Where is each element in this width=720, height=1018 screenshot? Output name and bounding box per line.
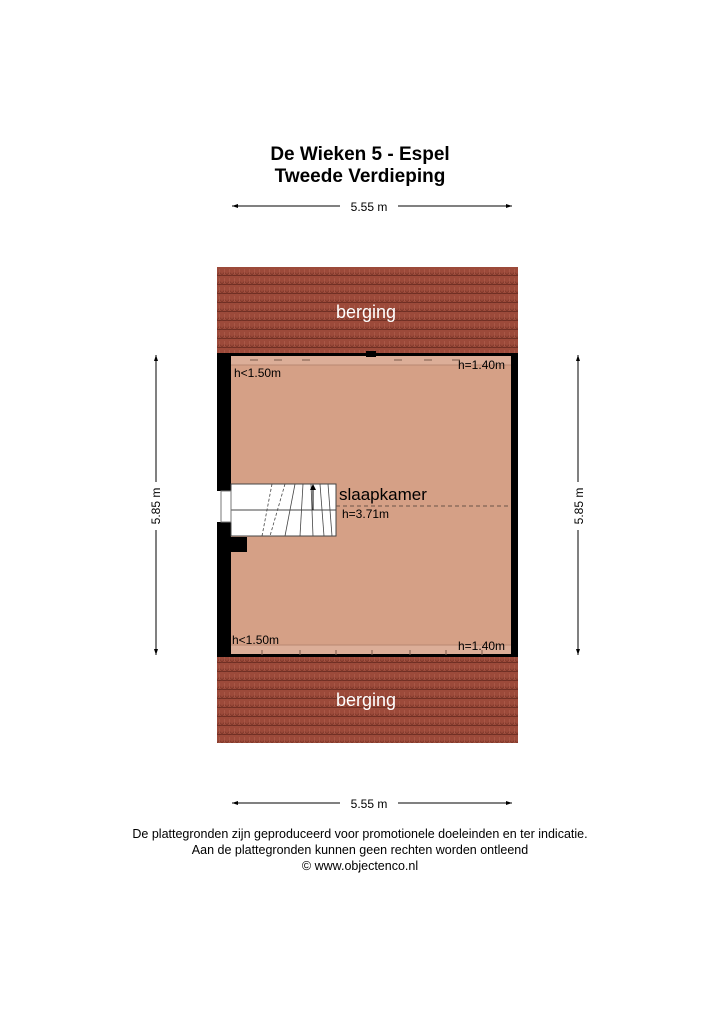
dimension-bottom-label: 5.55 m: [350, 797, 388, 811]
room-label-berging-bottom: berging: [335, 690, 397, 710]
height-label-bottom-left: h<1.50m: [232, 633, 280, 647]
disclaimer-line-1: De plattegronden zijn geproduceerd voor promotionele doeleinden en ter indicatie.: [132, 827, 588, 841]
chimney: [231, 537, 247, 552]
disclaimer-line-2: Aan de plattegronden kunnen geen rechten worden ontleend: [191, 843, 529, 857]
plan-title: De Wieken 5 - Espel: [270, 144, 450, 165]
dimension-right-label: 5.85 m: [572, 487, 586, 525]
height-label-top-left: h<1.50m: [234, 366, 282, 380]
dimension-right: [572, 355, 586, 655]
dimension-left-label: 5.85 m: [149, 487, 163, 525]
room-label-berging-top: berging: [335, 302, 397, 322]
dimension-top-label: 5.55 m: [350, 200, 388, 214]
dimension-top: [232, 200, 512, 214]
room-label-slaapkamer: slaapkamer: [339, 485, 427, 504]
height-label-center: h=3.71m: [342, 507, 390, 521]
height-label-bottom-right: h=1.40m: [458, 639, 506, 653]
plan-subtitle: Tweede Verdieping: [274, 166, 446, 187]
staircase: [221, 484, 336, 536]
dimension-bottom: [232, 797, 512, 811]
height-label-top-right: h=1.40m: [458, 358, 506, 372]
copyright-link[interactable]: © www.objectenco.nl: [301, 859, 419, 873]
dimension-left: [149, 355, 163, 655]
